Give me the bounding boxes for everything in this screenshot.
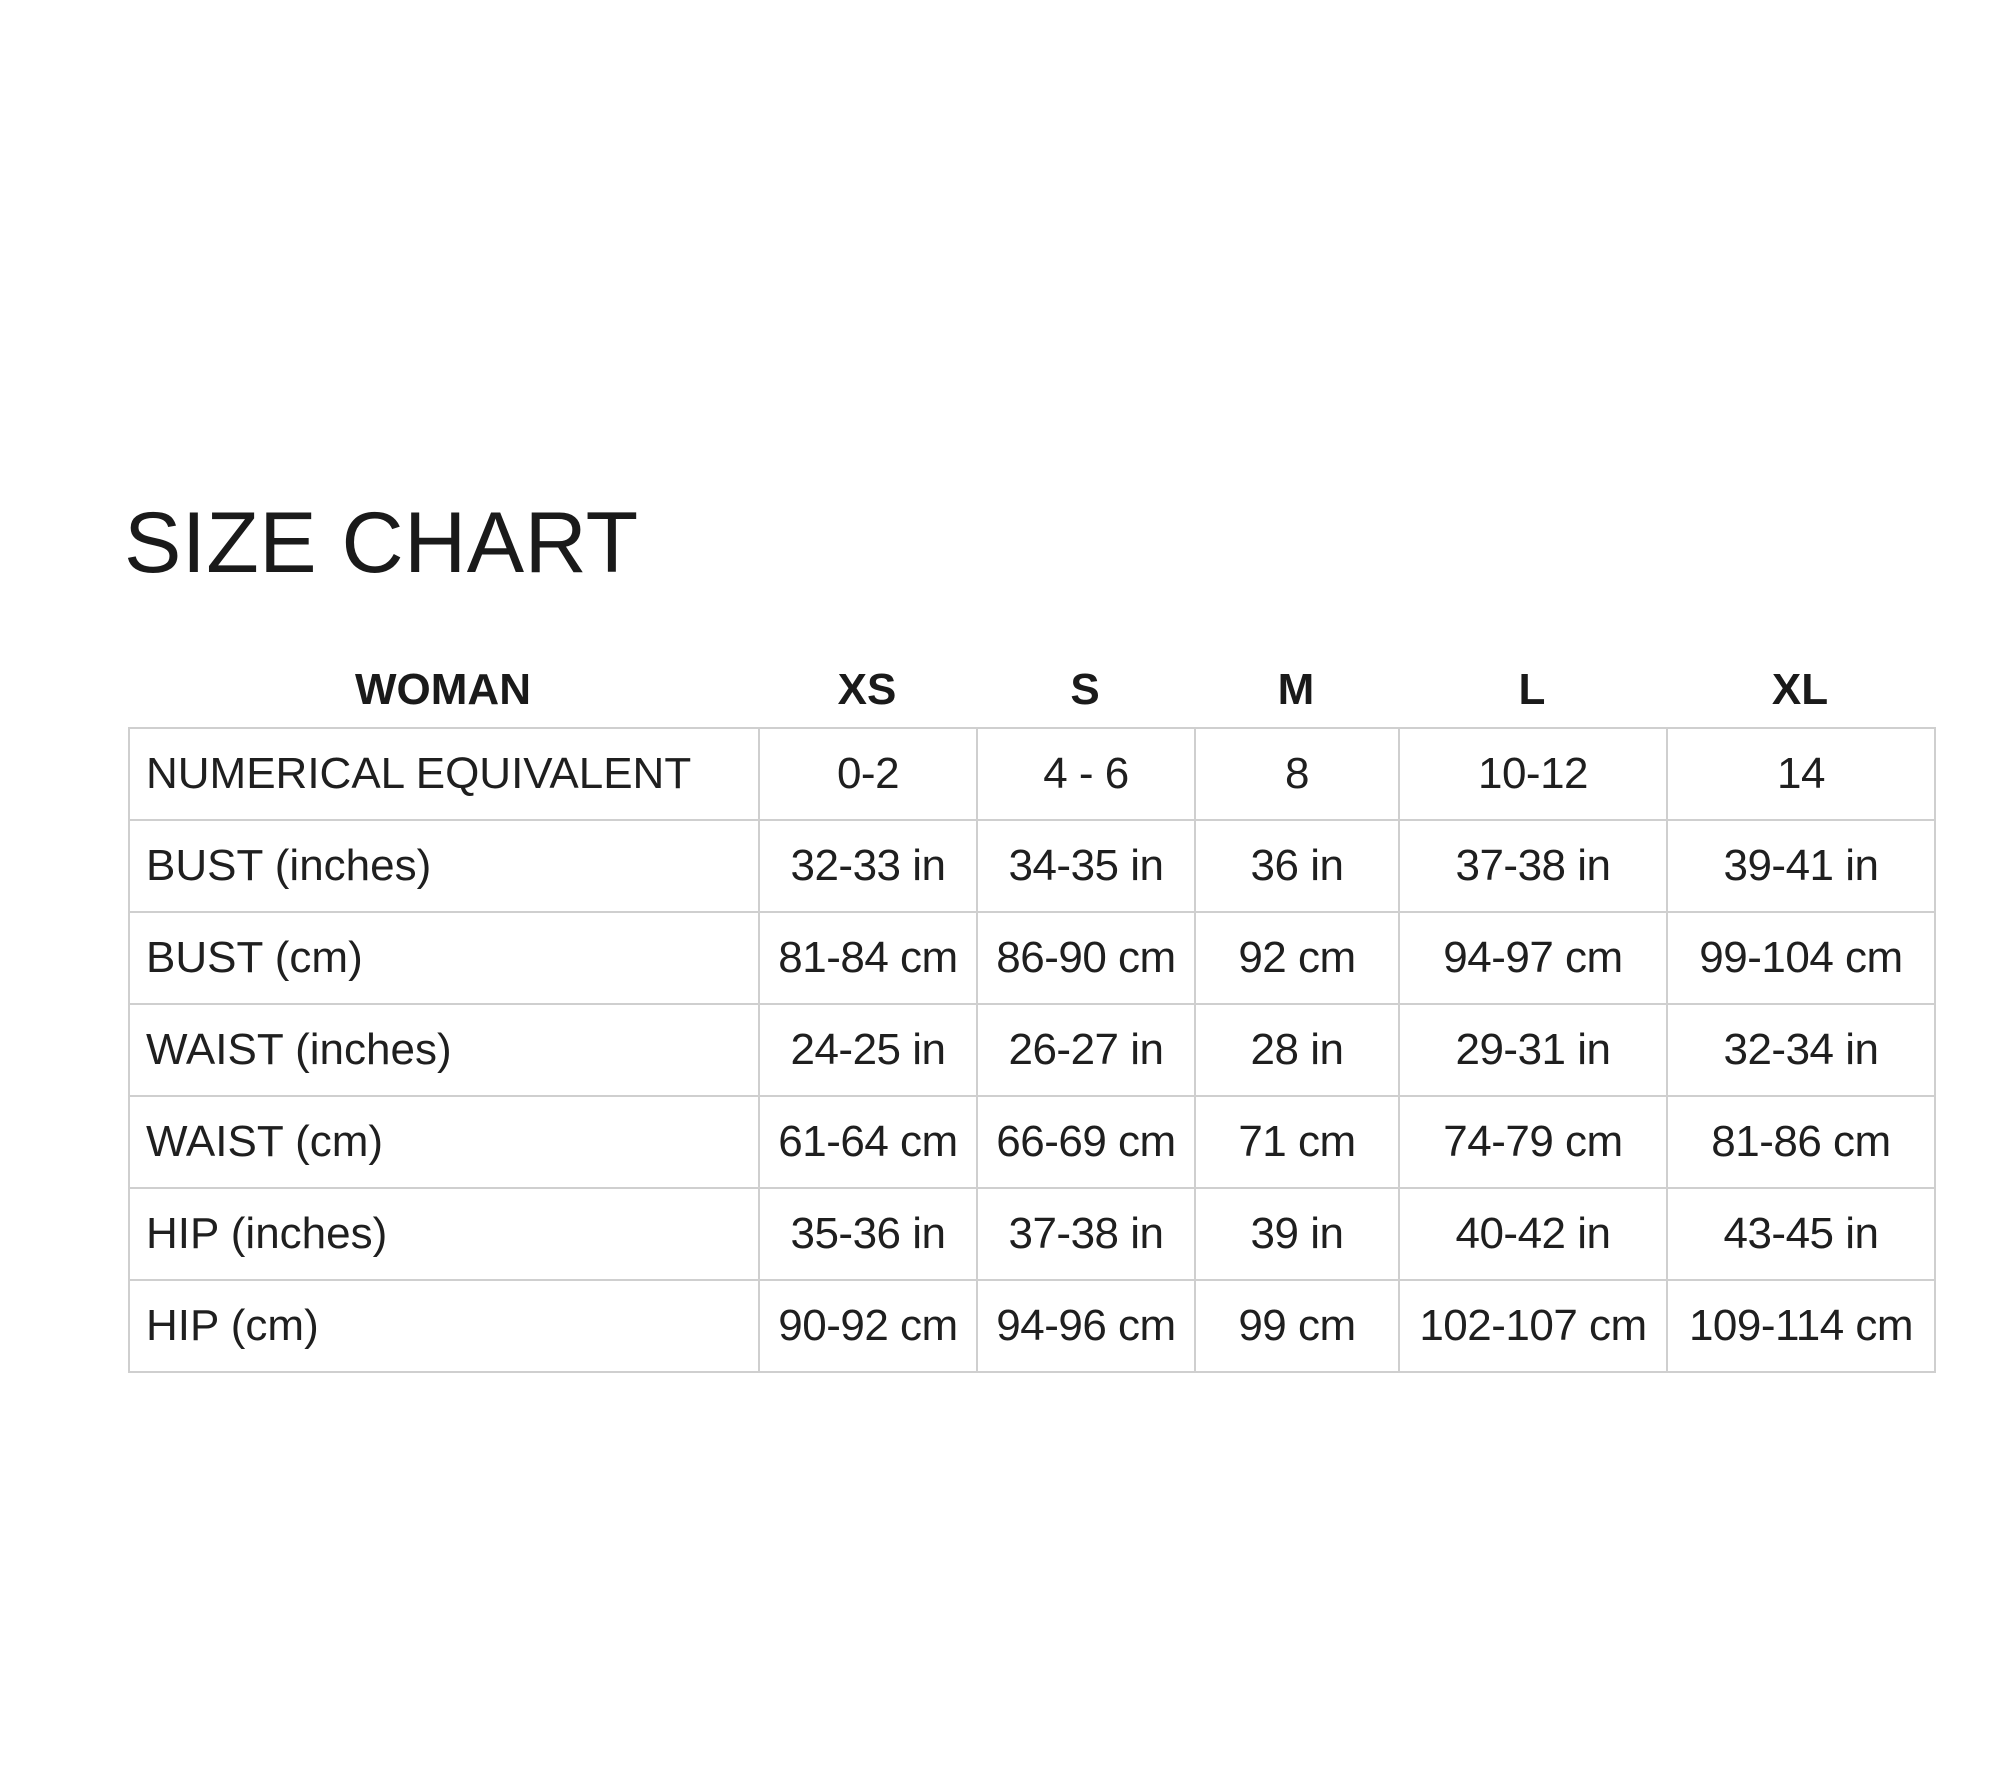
table-cell: 39-41 in — [1667, 820, 1935, 912]
table-cell: 37-38 in — [977, 1188, 1195, 1280]
table-cell: 8 — [1195, 728, 1399, 820]
row-label: WAIST (inches) — [129, 1004, 759, 1096]
table-cell: 81-86 cm — [1667, 1096, 1935, 1188]
table-cell: 39 in — [1195, 1188, 1399, 1280]
table-cell: 92 cm — [1195, 912, 1399, 1004]
table-cell: 29-31 in — [1399, 1004, 1667, 1096]
table-cell: 94-97 cm — [1399, 912, 1667, 1004]
table-row — [129, 1096, 1935, 1188]
row-label: WAIST (cm) — [129, 1096, 759, 1188]
table-cell: 81-84 cm — [759, 912, 977, 1004]
table-cell: 43-45 in — [1667, 1188, 1935, 1280]
table-cell: 26-27 in — [977, 1004, 1195, 1096]
table-cell: 32-34 in — [1667, 1004, 1935, 1096]
table-cell: 86-90 cm — [977, 912, 1195, 1004]
table-cell: 14 — [1667, 728, 1935, 820]
table-header-row — [128, 650, 1934, 730]
table-cell: 94-96 cm — [977, 1280, 1195, 1372]
row-label: BUST (inches) — [129, 820, 759, 912]
column-header-s: S — [1070, 665, 1100, 714]
table-cell: 61-64 cm — [759, 1096, 977, 1188]
column-header-woman: WOMAN — [355, 665, 531, 714]
table-row — [129, 1004, 1935, 1096]
table-cell: 24-25 in — [759, 1004, 977, 1096]
table-cell: 99 cm — [1195, 1280, 1399, 1372]
table-row — [129, 1280, 1935, 1372]
table-cell: 28 in — [1195, 1004, 1399, 1096]
table-row — [129, 820, 1935, 912]
table-cell: 90-92 cm — [759, 1280, 977, 1372]
column-header-xl: XL — [1771, 665, 1829, 714]
row-label: HIP (inches) — [129, 1188, 759, 1280]
column-header-l: L — [1518, 665, 1546, 714]
table-cell: 36 in — [1195, 820, 1399, 912]
table-cell: 4 - 6 — [977, 728, 1195, 820]
row-label: NUMERICAL EQUIVALENT — [129, 728, 759, 820]
table-cell: 37-38 in — [1399, 820, 1667, 912]
size-chart-table — [128, 727, 1936, 1373]
table-cell: 34-35 in — [977, 820, 1195, 912]
table-cell: 109-114 cm — [1667, 1280, 1935, 1372]
column-header-m: M — [1277, 665, 1315, 714]
table-cell: 74-79 cm — [1399, 1096, 1667, 1188]
table-cell: 99-104 cm — [1667, 912, 1935, 1004]
table-row — [129, 728, 1935, 820]
table-cell: 32-33 in — [759, 820, 977, 912]
table-cell: 71 cm — [1195, 1096, 1399, 1188]
table-cell: 102-107 cm — [1399, 1280, 1667, 1372]
table-cell: 10-12 — [1399, 728, 1667, 820]
column-header-xs: XS — [837, 665, 897, 714]
page-title: SIZE CHART — [124, 495, 639, 591]
table-cell: 35-36 in — [759, 1188, 977, 1280]
table-cell: 0-2 — [759, 728, 977, 820]
table-cell: 66-69 cm — [977, 1096, 1195, 1188]
row-label: HIP (cm) — [129, 1280, 759, 1372]
table-row — [129, 1188, 1935, 1280]
row-label: BUST (cm) — [129, 912, 759, 1004]
table-cell: 40-42 in — [1399, 1188, 1667, 1280]
table-row — [129, 912, 1935, 1004]
